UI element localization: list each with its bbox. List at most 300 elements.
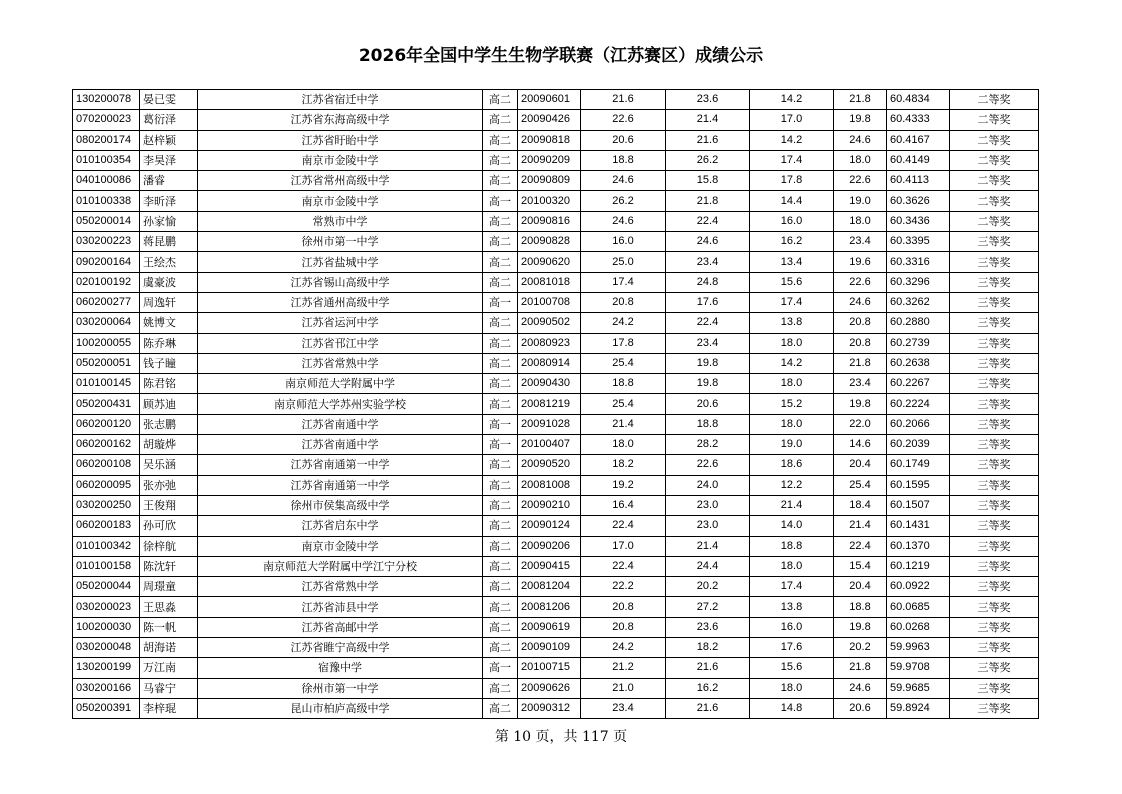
student-name-cell: 李梓琨 [140, 698, 198, 718]
grade-cell: 高一 [483, 191, 518, 211]
total-score-cell: 60.2880 [887, 313, 950, 333]
award-cell: 三等奖 [950, 292, 1039, 312]
school-cell: 江苏省常州高级中学 [198, 171, 483, 191]
birth-date-cell: 20100407 [518, 435, 581, 455]
student-id-cell: 100200055 [73, 333, 140, 353]
student-id-cell: 010100354 [73, 150, 140, 170]
page-title: 2026年全国中学生生物学联赛（江苏赛区）成绩公示 [358, 46, 764, 66]
score-3-cell: 12.2 [750, 475, 834, 495]
school-cell: 江苏省南通第一中学 [198, 475, 483, 495]
score-4-cell: 20.8 [834, 333, 887, 353]
student-id-cell: 010100158 [73, 556, 140, 576]
score-2-cell: 22.4 [666, 211, 750, 231]
student-name-cell: 陈乔琳 [140, 333, 198, 353]
page-footer: 第 10 页，共 117 页 [494, 729, 628, 745]
score-4-cell: 20.6 [834, 698, 887, 718]
score-3-cell: 18.0 [750, 333, 834, 353]
student-name-cell: 陈一帆 [140, 617, 198, 637]
table-row [73, 597, 1039, 617]
table-row [73, 292, 1039, 312]
score-1-cell: 22.4 [581, 516, 666, 536]
total-score-cell: 60.1595 [887, 475, 950, 495]
score-4-cell: 23.4 [834, 232, 887, 252]
score-3-cell: 18.0 [750, 374, 834, 394]
school-cell: 南京市金陵中学 [198, 191, 483, 211]
score-1-cell: 20.8 [581, 597, 666, 617]
score-2-cell: 23.4 [666, 333, 750, 353]
table-row [73, 658, 1039, 678]
score-3-cell: 15.6 [750, 272, 834, 292]
score-1-cell: 19.2 [581, 475, 666, 495]
total-score-cell: 60.1431 [887, 516, 950, 536]
total-score-cell: 60.0685 [887, 597, 950, 617]
table-row [73, 313, 1039, 333]
score-3-cell: 18.6 [750, 455, 834, 475]
total-score-cell: 60.3262 [887, 292, 950, 312]
score-2-cell: 20.2 [666, 577, 750, 597]
total-score-cell: 60.4149 [887, 150, 950, 170]
table-row [73, 638, 1039, 658]
student-name-cell: 钱子瞳 [140, 353, 198, 373]
score-1-cell: 18.2 [581, 455, 666, 475]
student-id-cell: 130200078 [73, 90, 140, 110]
score-3-cell: 14.4 [750, 191, 834, 211]
score-3-cell: 14.0 [750, 516, 834, 536]
school-cell: 江苏省通州高级中学 [198, 292, 483, 312]
score-4-cell: 19.8 [834, 394, 887, 414]
score-3-cell: 13.8 [750, 597, 834, 617]
award-cell: 三等奖 [950, 577, 1039, 597]
table-row [73, 455, 1039, 475]
score-3-cell: 15.6 [750, 658, 834, 678]
score-3-cell: 14.8 [750, 698, 834, 718]
score-4-cell: 21.8 [834, 90, 887, 110]
school-cell: 江苏省睢宁高级中学 [198, 638, 483, 658]
award-cell: 三等奖 [950, 556, 1039, 576]
birth-date-cell: 20090502 [518, 313, 581, 333]
score-2-cell: 15.8 [666, 171, 750, 191]
award-cell: 三等奖 [950, 658, 1039, 678]
birth-date-cell: 20100715 [518, 658, 581, 678]
table-row [73, 394, 1039, 414]
score-1-cell: 17.8 [581, 333, 666, 353]
score-1-cell: 20.6 [581, 130, 666, 150]
score-2-cell: 21.6 [666, 658, 750, 678]
score-3-cell: 16.0 [750, 617, 834, 637]
student-id-cell: 060200120 [73, 414, 140, 434]
student-id-cell: 060200277 [73, 292, 140, 312]
score-4-cell: 24.6 [834, 678, 887, 698]
score-4-cell: 24.6 [834, 292, 887, 312]
birth-date-cell: 20090124 [518, 516, 581, 536]
student-name-cell: 徐梓航 [140, 536, 198, 556]
score-4-cell: 25.4 [834, 475, 887, 495]
table-row [73, 374, 1039, 394]
score-3-cell: 18.0 [750, 556, 834, 576]
school-cell: 南京市金陵中学 [198, 536, 483, 556]
total-score-cell: 60.2638 [887, 353, 950, 373]
birth-date-cell: 20090809 [518, 171, 581, 191]
student-id-cell: 030200223 [73, 232, 140, 252]
table-row [73, 516, 1039, 536]
score-1-cell: 24.6 [581, 171, 666, 191]
table-row [73, 110, 1039, 130]
results-table [72, 89, 1039, 719]
school-cell: 江苏省宿迁中学 [198, 90, 483, 110]
student-id-cell: 030200166 [73, 678, 140, 698]
student-name-cell: 孙可欣 [140, 516, 198, 536]
award-cell: 二等奖 [950, 191, 1039, 211]
student-name-cell: 胡海诺 [140, 638, 198, 658]
score-3-cell: 15.2 [750, 394, 834, 414]
score-2-cell: 18.8 [666, 414, 750, 434]
score-2-cell: 24.6 [666, 232, 750, 252]
score-3-cell: 21.4 [750, 495, 834, 515]
score-2-cell: 23.0 [666, 495, 750, 515]
table-row [73, 130, 1039, 150]
student-id-cell: 010100338 [73, 191, 140, 211]
score-1-cell: 26.2 [581, 191, 666, 211]
student-id-cell: 030200250 [73, 495, 140, 515]
total-score-cell: 60.3626 [887, 191, 950, 211]
total-score-cell: 60.1749 [887, 455, 950, 475]
score-1-cell: 17.4 [581, 272, 666, 292]
birth-date-cell: 20090430 [518, 374, 581, 394]
student-name-cell: 蒋昆鹏 [140, 232, 198, 252]
total-score-cell: 60.0922 [887, 577, 950, 597]
grade-cell: 高二 [483, 150, 518, 170]
grade-cell: 高二 [483, 597, 518, 617]
award-cell: 三等奖 [950, 435, 1039, 455]
score-3-cell: 18.0 [750, 678, 834, 698]
score-4-cell: 23.4 [834, 374, 887, 394]
student-name-cell: 张志鹏 [140, 414, 198, 434]
grade-cell: 高一 [483, 435, 518, 455]
grade-cell: 高二 [483, 516, 518, 536]
birth-date-cell: 20081008 [518, 475, 581, 495]
award-cell: 三等奖 [950, 374, 1039, 394]
award-cell: 三等奖 [950, 313, 1039, 333]
student-name-cell: 晏已雯 [140, 90, 198, 110]
score-2-cell: 22.4 [666, 313, 750, 333]
table-row [73, 353, 1039, 373]
grade-cell: 高二 [483, 313, 518, 333]
total-score-cell: 60.2739 [887, 333, 950, 353]
grade-cell: 高二 [483, 110, 518, 130]
score-3-cell: 17.4 [750, 577, 834, 597]
birth-date-cell: 20090210 [518, 495, 581, 515]
award-cell: 三等奖 [950, 536, 1039, 556]
score-4-cell: 20.2 [834, 638, 887, 658]
birth-date-cell: 20100320 [518, 191, 581, 211]
total-score-cell: 60.2224 [887, 394, 950, 414]
school-cell: 江苏省邗江中学 [198, 333, 483, 353]
table-row [73, 333, 1039, 353]
total-score-cell: 60.1507 [887, 495, 950, 515]
student-id-cell: 020100192 [73, 272, 140, 292]
school-cell: 常熟市中学 [198, 211, 483, 231]
grade-cell: 高二 [483, 272, 518, 292]
school-cell: 南京师范大学苏州实验学校 [198, 394, 483, 414]
score-3-cell: 13.4 [750, 252, 834, 272]
score-2-cell: 27.2 [666, 597, 750, 617]
student-id-cell: 100200030 [73, 617, 140, 637]
award-cell: 三等奖 [950, 678, 1039, 698]
student-id-cell: 060200183 [73, 516, 140, 536]
grade-cell: 高二 [483, 394, 518, 414]
score-1-cell: 22.6 [581, 110, 666, 130]
table-row [73, 191, 1039, 211]
score-3-cell: 16.2 [750, 232, 834, 252]
student-name-cell: 马睿宁 [140, 678, 198, 698]
total-score-cell: 59.9963 [887, 638, 950, 658]
table-row [73, 414, 1039, 434]
score-1-cell: 21.4 [581, 414, 666, 434]
award-cell: 三等奖 [950, 475, 1039, 495]
total-score-cell: 60.4333 [887, 110, 950, 130]
award-cell: 三等奖 [950, 516, 1039, 536]
grade-cell: 高二 [483, 90, 518, 110]
student-id-cell: 070200023 [73, 110, 140, 130]
award-cell: 三等奖 [950, 353, 1039, 373]
total-score-cell: 60.1219 [887, 556, 950, 576]
score-4-cell: 21.8 [834, 658, 887, 678]
grade-cell: 高二 [483, 556, 518, 576]
score-3-cell: 14.2 [750, 353, 834, 373]
total-score-cell: 60.4113 [887, 171, 950, 191]
birth-date-cell: 20081219 [518, 394, 581, 414]
score-2-cell: 22.6 [666, 455, 750, 475]
total-score-cell: 60.3395 [887, 232, 950, 252]
score-1-cell: 18.8 [581, 150, 666, 170]
student-id-cell: 010100145 [73, 374, 140, 394]
grade-cell: 高二 [483, 211, 518, 231]
birth-date-cell: 20090312 [518, 698, 581, 718]
score-3-cell: 13.8 [750, 313, 834, 333]
student-id-cell: 030200048 [73, 638, 140, 658]
table-row [73, 435, 1039, 455]
score-4-cell: 21.8 [834, 353, 887, 373]
student-id-cell: 010100342 [73, 536, 140, 556]
birth-date-cell: 20090415 [518, 556, 581, 576]
student-name-cell: 李昕泽 [140, 191, 198, 211]
student-id-cell: 080200174 [73, 130, 140, 150]
award-cell: 二等奖 [950, 171, 1039, 191]
score-2-cell: 21.4 [666, 110, 750, 130]
table-row [73, 698, 1039, 718]
student-name-cell: 顾苏迪 [140, 394, 198, 414]
grade-cell: 高二 [483, 130, 518, 150]
student-name-cell: 周璟童 [140, 577, 198, 597]
score-1-cell: 18.8 [581, 374, 666, 394]
table-row [73, 577, 1039, 597]
table-row [73, 90, 1039, 110]
table-row [73, 272, 1039, 292]
award-cell: 二等奖 [950, 110, 1039, 130]
student-id-cell: 060200095 [73, 475, 140, 495]
student-name-cell: 李昊泽 [140, 150, 198, 170]
school-cell: 徐州市第一中学 [198, 232, 483, 252]
school-cell: 江苏省东海高级中学 [198, 110, 483, 130]
total-score-cell: 60.3316 [887, 252, 950, 272]
score-2-cell: 24.8 [666, 272, 750, 292]
award-cell: 三等奖 [950, 252, 1039, 272]
student-name-cell: 周逸轩 [140, 292, 198, 312]
school-cell: 江苏省常熟中学 [198, 353, 483, 373]
student-id-cell: 130200199 [73, 658, 140, 678]
score-3-cell: 17.0 [750, 110, 834, 130]
total-score-cell: 60.2039 [887, 435, 950, 455]
school-cell: 南京市金陵中学 [198, 150, 483, 170]
score-1-cell: 17.0 [581, 536, 666, 556]
birth-date-cell: 20090206 [518, 536, 581, 556]
student-id-cell: 050200431 [73, 394, 140, 414]
school-cell: 南京师范大学附属中学江宁分校 [198, 556, 483, 576]
award-cell: 三等奖 [950, 394, 1039, 414]
table-row [73, 252, 1039, 272]
score-1-cell: 18.0 [581, 435, 666, 455]
score-2-cell: 26.2 [666, 150, 750, 170]
score-4-cell: 18.4 [834, 495, 887, 515]
birth-date-cell: 20090109 [518, 638, 581, 658]
score-3-cell: 17.4 [750, 292, 834, 312]
score-2-cell: 16.2 [666, 678, 750, 698]
score-3-cell: 19.0 [750, 435, 834, 455]
score-3-cell: 14.2 [750, 130, 834, 150]
birth-date-cell: 20100708 [518, 292, 581, 312]
award-cell: 三等奖 [950, 495, 1039, 515]
total-score-cell: 60.3436 [887, 211, 950, 231]
score-3-cell: 14.2 [750, 90, 834, 110]
score-4-cell: 18.0 [834, 211, 887, 231]
birth-date-cell: 20090520 [518, 455, 581, 475]
total-score-cell: 60.3296 [887, 272, 950, 292]
student-name-cell: 王思淼 [140, 597, 198, 617]
school-cell: 宿豫中学 [198, 658, 483, 678]
grade-cell: 高二 [483, 232, 518, 252]
table-row [73, 475, 1039, 495]
score-4-cell: 22.4 [834, 536, 887, 556]
score-1-cell: 21.2 [581, 658, 666, 678]
table-row [73, 536, 1039, 556]
score-2-cell: 18.2 [666, 638, 750, 658]
student-name-cell: 张亦弛 [140, 475, 198, 495]
award-cell: 三等奖 [950, 597, 1039, 617]
score-4-cell: 20.8 [834, 313, 887, 333]
score-3-cell: 18.0 [750, 414, 834, 434]
table-row [73, 495, 1039, 515]
student-name-cell: 潘睿 [140, 171, 198, 191]
score-1-cell: 24.2 [581, 313, 666, 333]
score-2-cell: 21.4 [666, 536, 750, 556]
student-id-cell: 090200164 [73, 252, 140, 272]
total-score-cell: 60.1370 [887, 536, 950, 556]
total-score-cell: 60.4167 [887, 130, 950, 150]
score-2-cell: 24.0 [666, 475, 750, 495]
birth-date-cell: 20081206 [518, 597, 581, 617]
score-4-cell: 24.6 [834, 130, 887, 150]
school-cell: 江苏省启东中学 [198, 516, 483, 536]
birth-date-cell: 20090818 [518, 130, 581, 150]
award-cell: 二等奖 [950, 211, 1039, 231]
student-id-cell: 030200023 [73, 597, 140, 617]
birth-date-cell: 20090620 [518, 252, 581, 272]
score-1-cell: 16.4 [581, 495, 666, 515]
score-4-cell: 20.4 [834, 577, 887, 597]
grade-cell: 高二 [483, 577, 518, 597]
score-1-cell: 20.8 [581, 292, 666, 312]
award-cell: 三等奖 [950, 333, 1039, 353]
score-1-cell: 25.4 [581, 353, 666, 373]
award-cell: 三等奖 [950, 617, 1039, 637]
award-cell: 二等奖 [950, 90, 1039, 110]
birth-date-cell: 20081204 [518, 577, 581, 597]
score-1-cell: 24.6 [581, 211, 666, 231]
table-row [73, 617, 1039, 637]
table-row [73, 171, 1039, 191]
student-id-cell: 060200162 [73, 435, 140, 455]
score-4-cell: 19.8 [834, 110, 887, 130]
birth-date-cell: 20090426 [518, 110, 581, 130]
student-name-cell: 陈沈轩 [140, 556, 198, 576]
grade-cell: 高二 [483, 638, 518, 658]
score-4-cell: 18.0 [834, 150, 887, 170]
grade-cell: 高一 [483, 658, 518, 678]
score-2-cell: 23.4 [666, 252, 750, 272]
score-1-cell: 22.2 [581, 577, 666, 597]
student-name-cell: 王俊翔 [140, 495, 198, 515]
student-id-cell: 050200044 [73, 577, 140, 597]
student-id-cell: 030200064 [73, 313, 140, 333]
grade-cell: 高二 [483, 678, 518, 698]
student-name-cell: 姚博文 [140, 313, 198, 333]
school-cell: 昆山市柏庐高级中学 [198, 698, 483, 718]
student-name-cell: 吴乐涵 [140, 455, 198, 475]
school-cell: 江苏省南通中学 [198, 435, 483, 455]
score-4-cell: 19.6 [834, 252, 887, 272]
score-3-cell: 17.6 [750, 638, 834, 658]
student-name-cell: 虞豪波 [140, 272, 198, 292]
score-4-cell: 19.8 [834, 617, 887, 637]
school-cell: 徐州市第一中学 [198, 678, 483, 698]
school-cell: 江苏省高邮中学 [198, 617, 483, 637]
school-cell: 江苏省运河中学 [198, 313, 483, 333]
score-1-cell: 20.8 [581, 617, 666, 637]
student-name-cell: 孙家愉 [140, 211, 198, 231]
total-score-cell: 59.9708 [887, 658, 950, 678]
school-cell: 江苏省南通第一中学 [198, 455, 483, 475]
award-cell: 二等奖 [950, 150, 1039, 170]
grade-cell: 高二 [483, 455, 518, 475]
school-cell: 江苏省锡山高级中学 [198, 272, 483, 292]
score-1-cell: 16.0 [581, 232, 666, 252]
total-score-cell: 59.8924 [887, 698, 950, 718]
table-row [73, 556, 1039, 576]
score-2-cell: 21.6 [666, 130, 750, 150]
table-row [73, 678, 1039, 698]
score-4-cell: 18.8 [834, 597, 887, 617]
score-4-cell: 22.0 [834, 414, 887, 434]
table-row [73, 211, 1039, 231]
school-cell: 江苏省盐城中学 [198, 252, 483, 272]
student-id-cell: 040100086 [73, 171, 140, 191]
score-3-cell: 17.4 [750, 150, 834, 170]
score-4-cell: 19.0 [834, 191, 887, 211]
grade-cell: 高一 [483, 292, 518, 312]
score-1-cell: 21.6 [581, 90, 666, 110]
total-score-cell: 60.2267 [887, 374, 950, 394]
student-id-cell: 050200014 [73, 211, 140, 231]
